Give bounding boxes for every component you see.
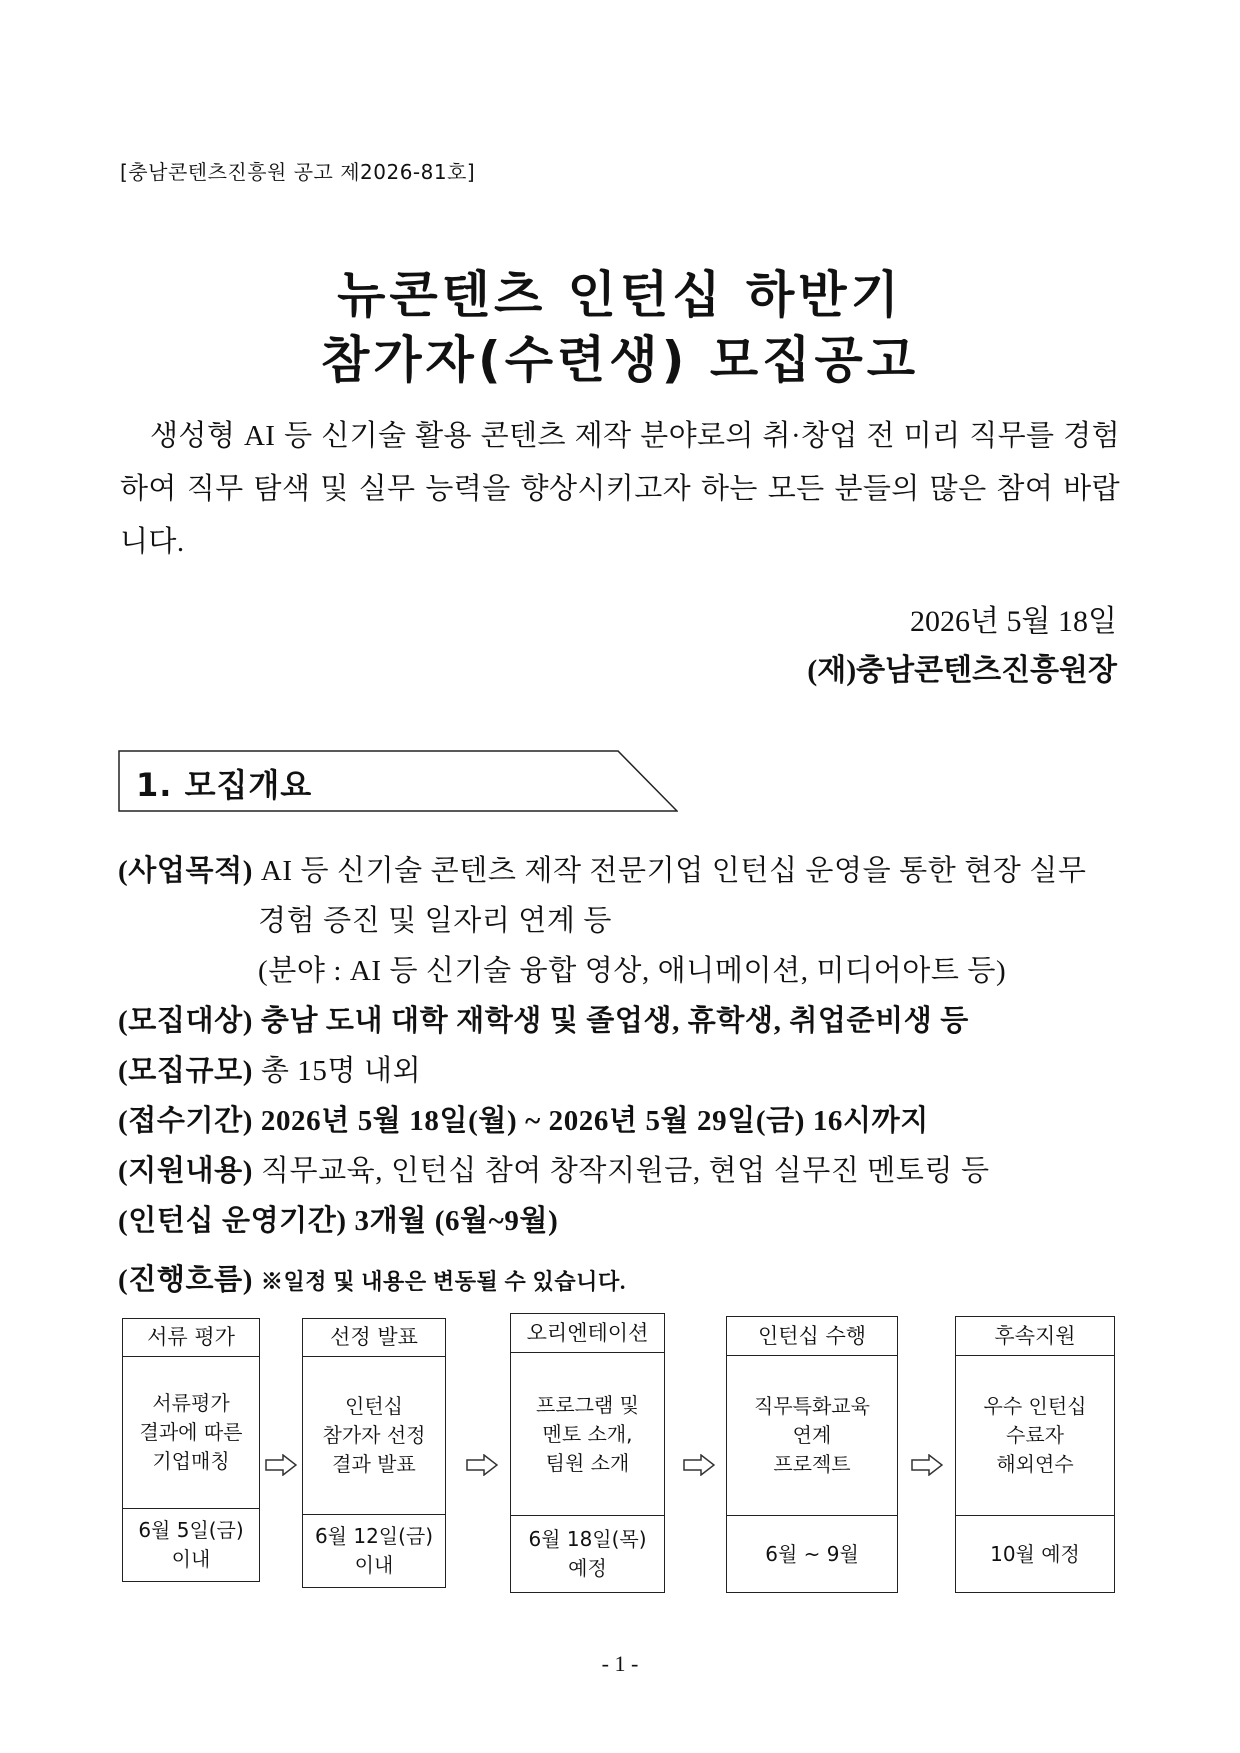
flow-step-orientation bbox=[510, 1313, 665, 1593]
flow-step-schedule: 6월 18일(목) 예정 bbox=[511, 1515, 664, 1592]
purpose-label: (사업목적) bbox=[118, 855, 253, 887]
flow-step-body: 우수 인턴십 수료자 해외연수 bbox=[983, 1394, 1087, 1476]
arrow-right-icon bbox=[911, 1454, 943, 1476]
support-row bbox=[118, 1148, 990, 1189]
scale-text: 총 15명 내외 bbox=[260, 1055, 422, 1087]
arrow-right-icon bbox=[466, 1454, 498, 1476]
arrow-right-icon bbox=[683, 1454, 715, 1476]
period-label: (접수기간) bbox=[118, 1105, 253, 1137]
flow-step-follow-up bbox=[955, 1316, 1115, 1593]
flow-step-head: 인턴십 수행 bbox=[727, 1317, 897, 1356]
target-row bbox=[118, 998, 969, 1039]
arrow-right-icon bbox=[265, 1454, 297, 1476]
section-title: 1. 모집개요 bbox=[136, 766, 313, 804]
flow-step-schedule: 6월 ~ 9월 bbox=[727, 1515, 897, 1592]
purpose-text: AI 등 신기술 콘텐츠 제작 전문기업 인턴십 운영을 통한 현장 실무 bbox=[260, 855, 1087, 887]
flow-step-head: 오리엔테이션 bbox=[511, 1314, 664, 1353]
target-label: (모집대상) bbox=[118, 1005, 253, 1037]
period-text: 2026년 5월 18일(월) ~ 2026년 5월 29일(금) 16시까지 bbox=[260, 1105, 929, 1137]
flow-step-body: 인턴십 참가자 선정 결과 발표 bbox=[322, 1394, 426, 1476]
intern-period-label: (인턴십 운영기간) bbox=[118, 1205, 347, 1237]
signer: (재)충남콘텐츠진흥원장 bbox=[807, 654, 1117, 687]
page-number: - 1 - bbox=[601, 1651, 639, 1676]
scale-label: (모집규모) bbox=[118, 1055, 253, 1087]
target-text: 충남 도내 대학 재학생 및 졸업생, 휴학생, 취업준비생 등 bbox=[260, 1005, 969, 1037]
flow-note: ※일정 및 내용은 변동될 수 있습니다. bbox=[260, 1269, 626, 1294]
flow-step-schedule: 10월 예정 bbox=[956, 1515, 1114, 1592]
period-row bbox=[118, 1098, 929, 1139]
scale-row bbox=[118, 1048, 421, 1089]
flow-step-selection-announcement bbox=[302, 1318, 446, 1588]
intern-period-row bbox=[118, 1198, 558, 1239]
flow-step-schedule: 6월 5일(금) 이내 bbox=[123, 1508, 259, 1581]
flow-step-document-review bbox=[122, 1318, 260, 1582]
intro-paragraph: 생성형 AI 등 신기술 활용 콘텐츠 제작 분야로의 취·창업 전 미리 직무를 경험하여 직무 탐색 및 실무 능력을 향상시키고자 하는 모든 분들의 많은 참여 바랍니다. bbox=[120, 420, 1120, 558]
support-label: (지원내용) bbox=[118, 1155, 253, 1187]
intern-period-text: 3개월 (6월~9월) bbox=[354, 1205, 559, 1237]
flow-step-internship bbox=[726, 1316, 898, 1593]
flow-step-head: 서류 평가 bbox=[123, 1319, 259, 1357]
flow-step-body: 프로그램 및 멘토 소개, 팀원 소개 bbox=[536, 1392, 639, 1475]
flow-step-head: 후속지원 bbox=[956, 1317, 1114, 1356]
flow-step-schedule: 6월 12일(금) 이내 bbox=[303, 1514, 445, 1587]
flow-step-body: 직무특화교육 연계 프로젝트 bbox=[754, 1394, 870, 1476]
page-title-line1: 뉴콘텐츠 인턴십 하반기 bbox=[337, 266, 903, 324]
purpose-field: (분야 : AI 등 신기술 융합 영상, 애니메이션, 미디어아트 등) bbox=[258, 955, 1007, 987]
page-title-line2: 참가자(수련생) 모집공고 bbox=[320, 331, 920, 389]
notice-number: [충남콘텐츠진흥원 공고 제2026-81호] bbox=[120, 160, 476, 184]
flow-step-body: 서류평가 결과에 따른 기업매칭 bbox=[139, 1391, 243, 1473]
flow-step-head: 선정 발표 bbox=[303, 1319, 445, 1357]
purpose-row bbox=[118, 848, 1087, 889]
flow-row bbox=[118, 1257, 626, 1298]
flow-label: (진행흐름) bbox=[118, 1264, 253, 1296]
announcement-date: 2026년 5월 18일 bbox=[910, 605, 1117, 638]
purpose-continuation: 경험 증진 및 일자리 연계 등 bbox=[258, 905, 613, 937]
support-text: 직무교육, 인턴십 참여 창작지원금, 현업 실무진 멘토링 등 bbox=[260, 1155, 990, 1187]
